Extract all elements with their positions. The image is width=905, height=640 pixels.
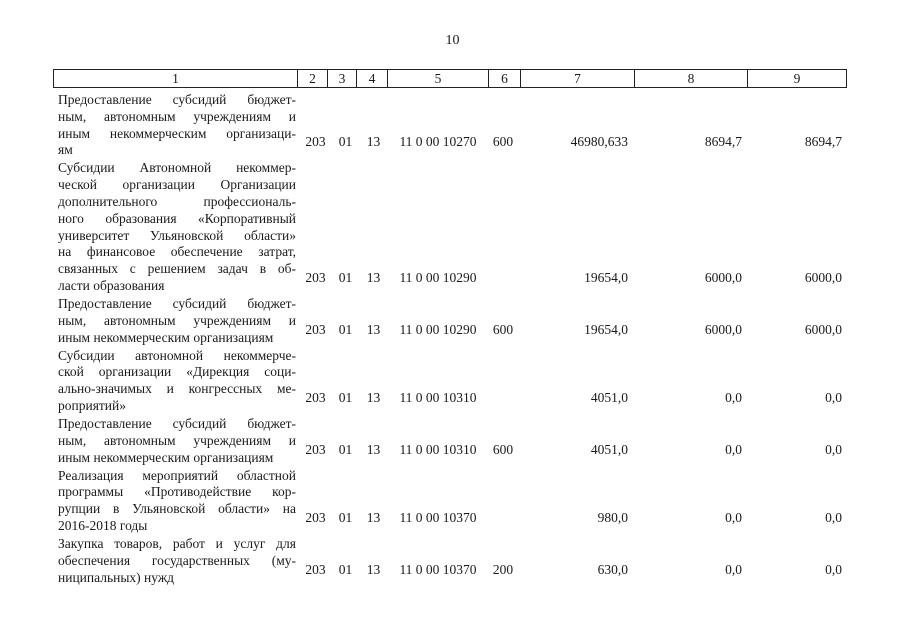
cell-c6: 600: [492, 321, 514, 337]
row-name-line: ным, автономным учреждениям и: [58, 312, 296, 328]
cell-c7: 4051,0: [590, 441, 628, 457]
table-row: [0, 468, 905, 535]
cell-c9: 8694,7: [804, 134, 842, 150]
table-row: [0, 416, 905, 466]
header-col-9: 9: [793, 71, 801, 86]
row-name-line: Предоставление субсидий бюджет-: [58, 296, 296, 311]
table-header: [53, 69, 847, 88]
row-name: [58, 160, 296, 294]
header-col-7: 7: [521, 70, 635, 87]
cell-c2: 203: [305, 561, 326, 577]
row-name: [58, 348, 296, 415]
cell-c6: 600: [492, 441, 514, 457]
cell-c5: 11 0 00 10310: [399, 441, 477, 457]
row-name-line: ного образования «Корпоративный: [58, 210, 296, 226]
row-name-line: связанных с решением задач в об-: [58, 261, 296, 277]
row-name-line: ным, автономным учреждениям и: [58, 432, 296, 448]
header-col-3: 3: [328, 70, 357, 87]
row-name-line: программы «Противодействие кор-: [58, 484, 296, 500]
cell-c4: 13: [366, 441, 381, 457]
cell-c9: 6000,0: [804, 269, 842, 285]
cell-c8: 0,0: [725, 441, 742, 457]
cell-c4: 13: [366, 321, 381, 337]
header-col-2: 2: [298, 70, 328, 87]
header-col-8: 8: [635, 70, 748, 87]
table-row: [0, 348, 905, 415]
row-name-line: рупции в Ульяновской области» на: [58, 501, 296, 517]
row-name-line: Предоставление субсидий бюджет-: [58, 416, 296, 431]
cell-c4: 13: [366, 389, 381, 405]
table-row: [0, 92, 905, 159]
row-name: [58, 416, 296, 466]
cell-c6: 200: [492, 561, 514, 577]
cell-c4: 13: [366, 269, 381, 285]
cell-c6: 600: [492, 134, 514, 150]
header-col-4: 4: [357, 70, 388, 87]
cell-c7: 46980,633: [570, 134, 628, 150]
cell-c3: 01: [338, 321, 353, 337]
cell-c3: 01: [338, 441, 353, 457]
row-name-line: университет Ульяновской области»: [58, 227, 296, 243]
row-name-line: ниципальных) нужд: [58, 569, 175, 585]
cell-c8: 0,0: [725, 389, 742, 405]
row-name-line: ным, автономным учреждениям и: [58, 108, 296, 124]
cell-c8: 6000,0: [704, 269, 742, 285]
row-name-line: Субсидии Автономной некоммер-: [58, 160, 296, 176]
row-name-line: Предоставление субсидий бюджет-: [58, 92, 296, 107]
cell-c5: 11 0 00 10290: [399, 321, 477, 337]
cell-c3: 01: [338, 269, 353, 285]
header-col-1: 1: [54, 70, 298, 87]
cell-c8: 6000,0: [704, 321, 742, 337]
row-name-line: на финансовое обеспечение затрат,: [58, 244, 296, 260]
cell-c5: 11 0 00 10270: [399, 134, 477, 150]
cell-c3: 01: [338, 134, 353, 150]
cell-c2: 203: [305, 389, 326, 405]
row-name-line: 2016-2018 годы: [58, 517, 148, 533]
cell-c4: 13: [366, 509, 381, 525]
cell-c3: 01: [338, 561, 353, 577]
row-name-line: Закупка товаров, работ и услуг для: [58, 536, 296, 551]
row-name-line: Субсидии автономной некоммерче-: [58, 347, 296, 363]
cell-c5: 11 0 00 10370: [399, 561, 477, 577]
cell-c7: 980,0: [597, 509, 628, 525]
cell-c8: 0,0: [725, 509, 742, 525]
cell-c5: 11 0 00 10290: [399, 269, 477, 285]
cell-c3: 01: [338, 509, 353, 525]
row-name: [58, 468, 296, 535]
page-number: 10: [445, 33, 460, 48]
row-name-line: Реализация мероприятий областной: [58, 467, 296, 483]
row-name-line: роприятий»: [58, 397, 127, 413]
row-name-line: ласти образования: [58, 277, 165, 293]
cell-c9: 0,0: [825, 509, 842, 525]
cell-c7: 19654,0: [584, 321, 628, 337]
cell-c5: 11 0 00 10310: [399, 389, 477, 405]
row-name-line: иным некоммерческим организациям: [58, 329, 274, 345]
header-col-6: 6: [489, 70, 521, 87]
cell-c8: 8694,7: [704, 134, 742, 150]
table-row: [0, 536, 905, 586]
cell-c4: 13: [366, 561, 381, 577]
table-row: [0, 296, 905, 346]
cell-c9: 0,0: [825, 389, 842, 405]
cell-c9: 0,0: [825, 441, 842, 457]
row-name-line: обеспечения государственных (му-: [58, 552, 296, 568]
cell-c7: 4051,0: [590, 389, 628, 405]
cell-c2: 203: [305, 321, 326, 337]
cell-c9: 6000,0: [804, 321, 842, 337]
row-name-line: ской организации «Дирекция соци-: [58, 364, 296, 380]
row-name-line: ально-значимых и конгрессных ме-: [58, 381, 296, 397]
row-name: [58, 296, 296, 346]
cell-c9: 0,0: [825, 561, 842, 577]
row-name-line: ям: [58, 142, 73, 158]
cell-c2: 203: [305, 134, 326, 150]
cell-c5: 11 0 00 10370: [399, 509, 477, 525]
cell-c7: 19654,0: [584, 269, 628, 285]
cell-c3: 01: [338, 389, 353, 405]
cell-c8: 0,0: [725, 561, 742, 577]
row-name-line: иным некоммерческим организациям: [58, 449, 274, 465]
cell-c2: 203: [305, 441, 326, 457]
cell-c2: 203: [305, 509, 326, 525]
cell-c4: 13: [366, 134, 381, 150]
cell-c2: 203: [305, 269, 326, 285]
header-col-5: 5: [388, 70, 489, 87]
cell-c7: 630,0: [597, 561, 628, 577]
row-name: [58, 536, 296, 586]
table-row: [0, 160, 905, 294]
row-name-line: ческой организации Организации: [58, 177, 296, 193]
row-name-line: дополнительного профессиональ-: [58, 193, 296, 209]
row-name-line: иным некоммерческим организаци-: [58, 125, 296, 141]
row-name: [58, 92, 296, 159]
